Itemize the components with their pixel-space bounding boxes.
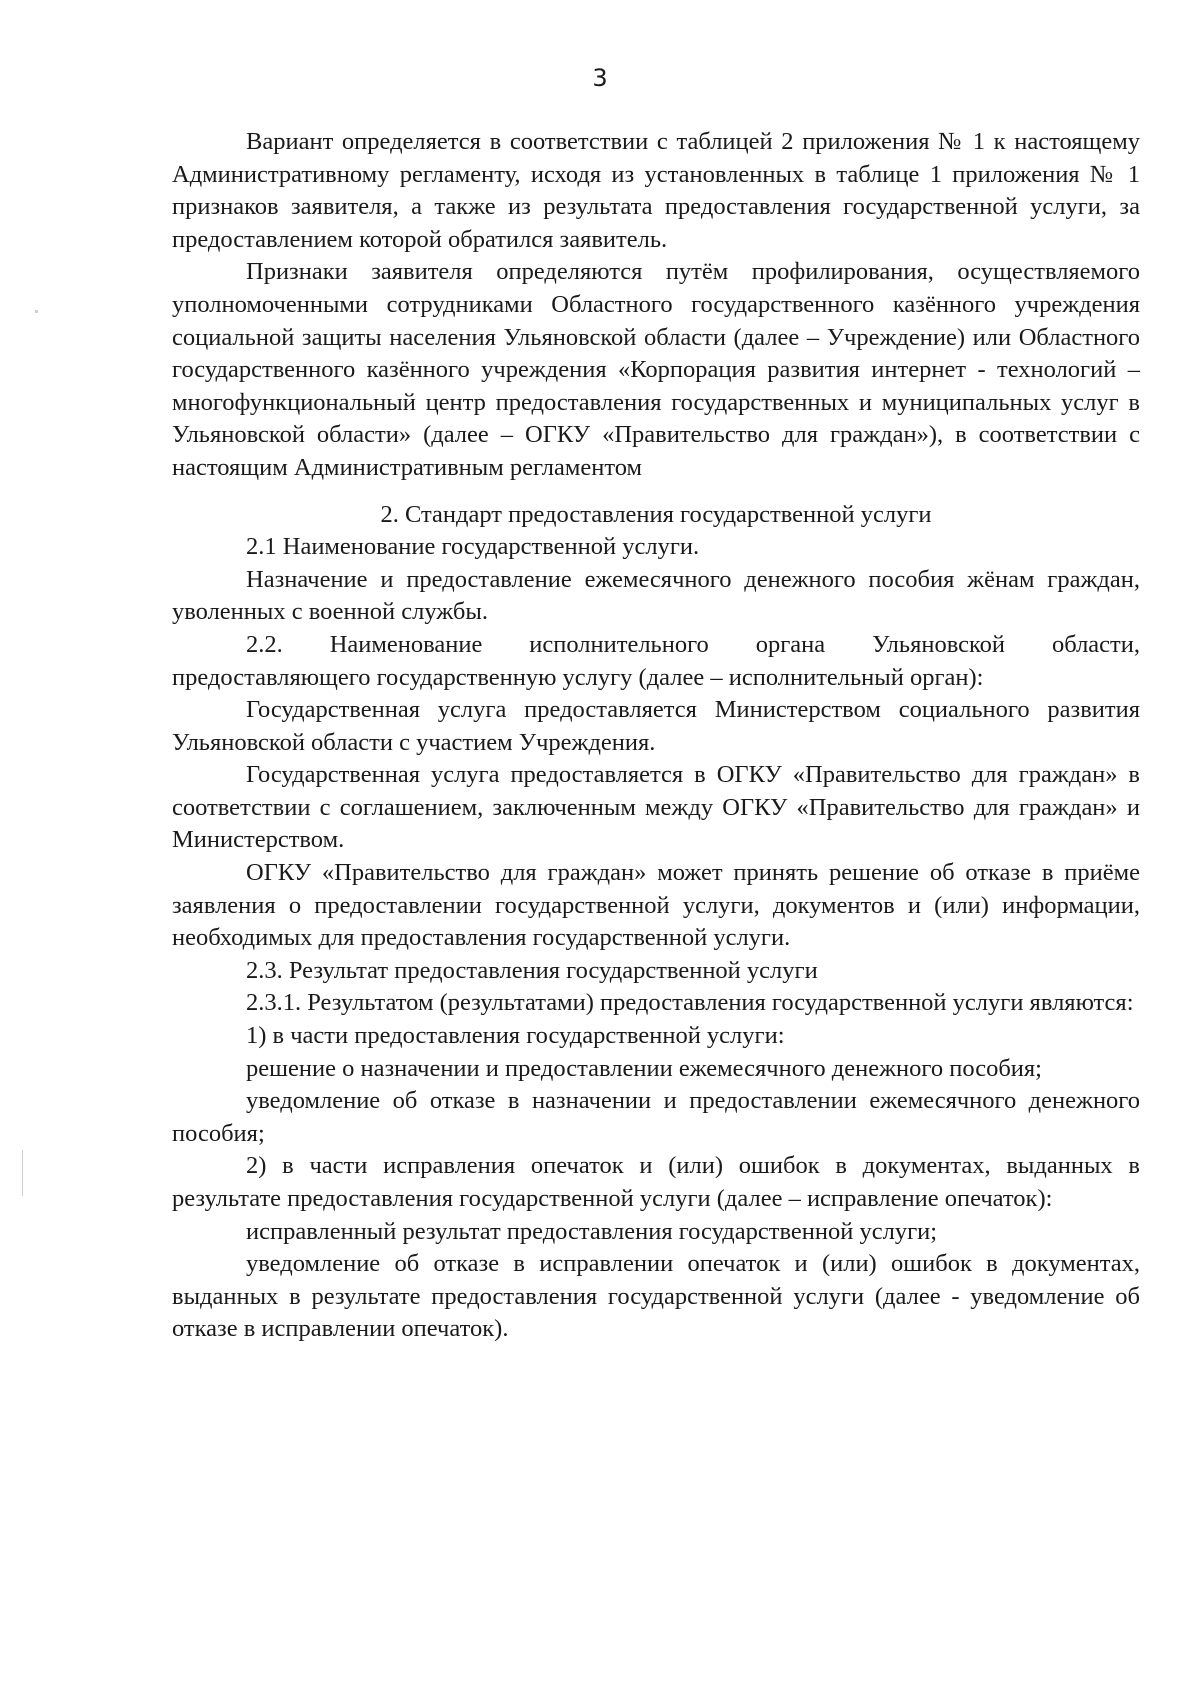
paragraph: 2.3. Результат предоставления государственной услуги: [246, 956, 818, 984]
section-heading: 2. Стандарт предоставления государственной услуги: [380, 500, 932, 528]
paragraph: Назначение и предоставление ежемесячного денежного пособия жёнам граждан, уволенных с военной службы.: [172, 565, 1140, 626]
paragraph: 2.2. Наименование исполнительного органа Ульяновской области, предоставляющего государственную услугу (далее – исполнительный орган):: [172, 630, 1140, 691]
paragraph: 2) в части исправления опечаток и (или) ошибок в документах, выданных в результате предоставления государственной услуги (далее – исправление опечаток):: [172, 1152, 1140, 1212]
paragraph: уведомление об отказе в назначении и предоставлении ежемесячного денежного пособия;: [172, 1087, 1140, 1147]
paragraph: ОГКУ «Правительство для граждан» может принять решение об отказе в приёме заявления о предоставлении государственной услуги, документов и (или) информации, необходимых для предоставления государственной услуги.: [172, 859, 1140, 952]
paragraph: 1) в части предоставления государственной услуги:: [246, 1022, 785, 1050]
paragraph: решение о назначении и предоставлении ежемесячного денежного пособия;: [246, 1054, 1042, 1082]
paragraph: Вариант определяется в соответствии с таблицей 2 приложения № 1 к настоящему Административному регламенту, исходя из установленных в таблице 1 приложения № 1 признаков заявителя, а также из результата предоставления государственной услуги, за предоставлением которой обратился заявитель.: [172, 128, 1140, 253]
paragraph: 2.1 Наименование государственной услуги.: [246, 533, 700, 561]
paragraph: 2.3.1. Результатом (результатами) предоставления государственной услуги являются:: [246, 989, 1134, 1017]
paragraph: Признаки заявителя определяются путём профилирования, осуществляемого уполномоченными сотрудниками Областного государственного казённого учреждения социальной защиты населения Ульяновской области (далее – Учреждение) или Областного государственного казённого учреждения «Корпорация развития интернет - технологий – многофункциональный центр предоставления государственных и муниципальных услуг в Ульяновской области» (далее – ОГКУ «Правительство для граждан»), в соответствии с настоящим Административным регламентом: [172, 258, 1140, 481]
scan-artifact: [35, 310, 38, 313]
paragraph: Государственная услуга предоставляется Министерством социального развития Ульяновской области с участием Учреждения.: [172, 696, 1140, 756]
document-body: [172, 126, 1140, 1346]
paragraph: Государственная услуга предоставляется в ОГКУ «Правительство для граждан» в соответствии с соглашением, заключенным между ОГКУ «Правительство для граждан» и Министерством.: [172, 761, 1140, 854]
page-number: 3: [592, 64, 608, 92]
paragraph: исправленный результат предоставления государственной услуги;: [246, 1217, 938, 1245]
scan-artifact: [22, 1150, 23, 1196]
paragraph: уведомление об отказе в исправлении опечаток и (или) ошибок в документах, выданных в результате предоставления государственной услуги (далее - уведомление об отказе в исправлении опечаток).: [172, 1250, 1140, 1343]
